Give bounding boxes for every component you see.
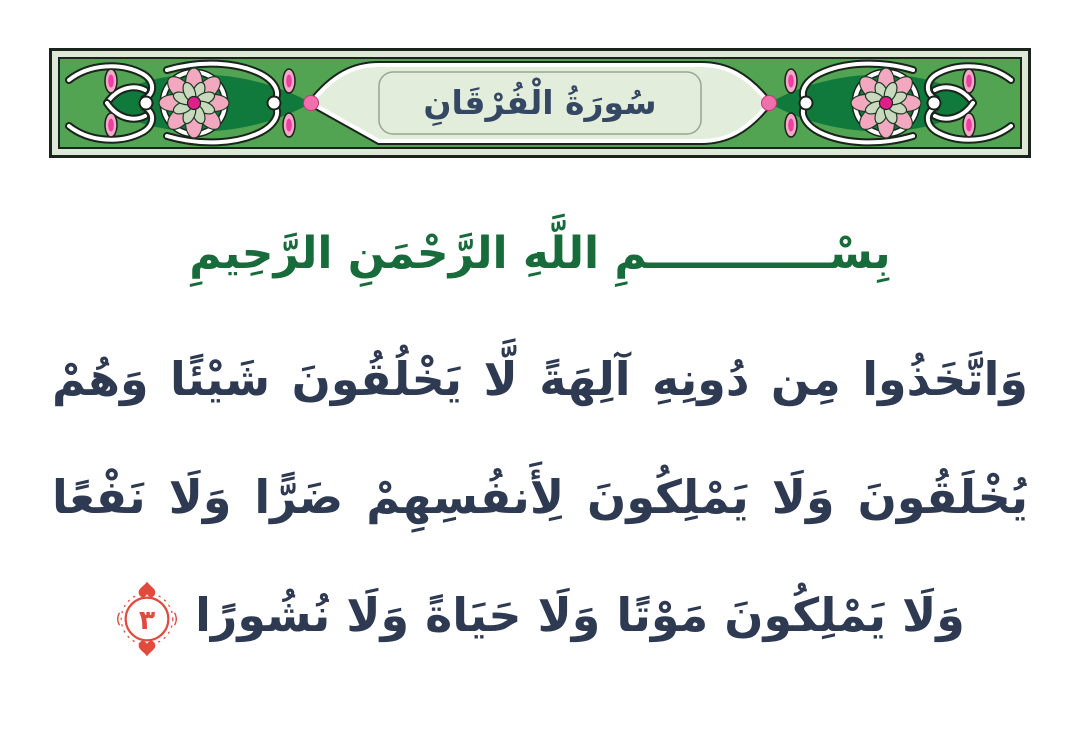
verse-line-3-text: وَلَا يَمْلِكُونَ مَوْتًا وَلَا حَيَاةً وَلَا نُشُورًا	[195, 588, 965, 642]
ayah-number: ٣	[138, 604, 156, 636]
verse-text-block	[52, 320, 1028, 674]
ayah-number-rosette-icon	[115, 579, 179, 659]
verse-line-3	[52, 556, 1028, 674]
surah-title: سُورَةُ الْفُرْقَانِ	[423, 82, 657, 122]
verse-line-2: يُخْلَقُونَ وَلَا يَمْلِكُونَ لِأَنفُسِهِمْ ضَرًّا وَلَا نَفْعًا	[52, 470, 1028, 524]
verse-end-marker	[115, 579, 179, 659]
verse-line-1: وَاتَّخَذُوا مِن دُونِهِ آلِهَةً لَّا يَخْلُقُونَ شَيْئًا وَهُمْ	[52, 352, 1028, 406]
bismillah-text: بِسْــــــــــــمِ اللَّهِ الرَّحْمَنِ الرَّحِيمِ	[189, 228, 891, 279]
